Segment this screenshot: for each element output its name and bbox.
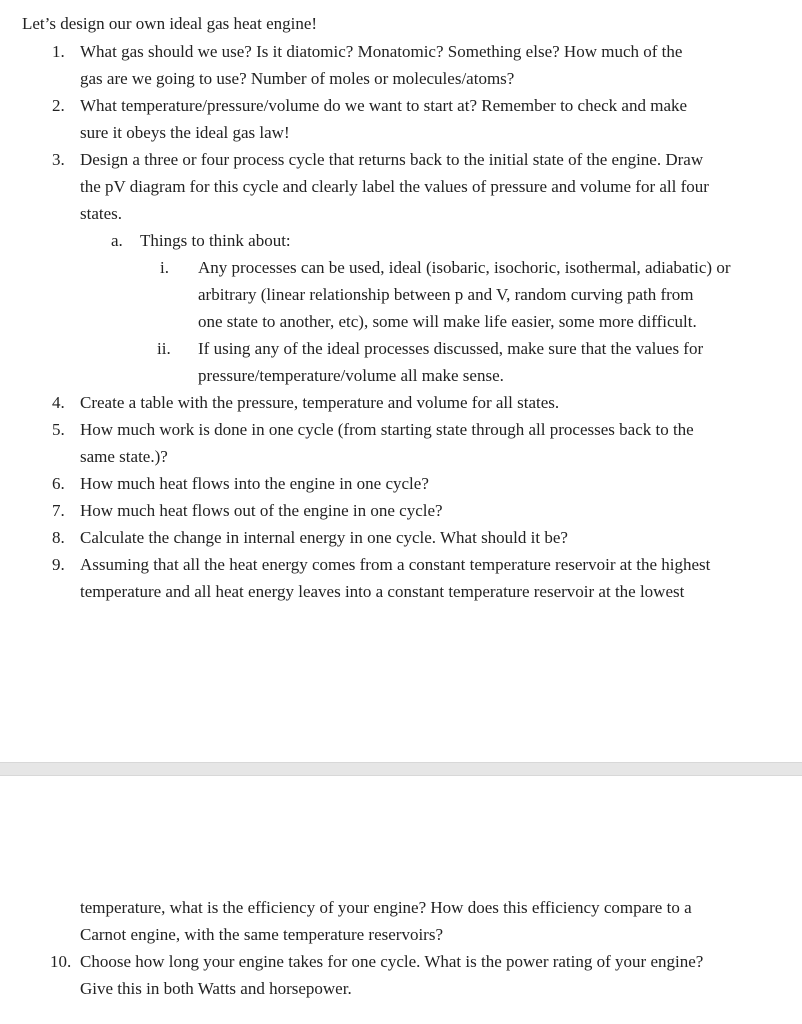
item-3a-i-line-2: arbitrary (linear relationship between p and V, random curving path from [198, 285, 694, 304]
item-6-line-1: How much heat flows into the engine in one cycle? [80, 474, 429, 493]
item-9-number: 9. [52, 555, 65, 574]
item-3a-text: Things to think about: [140, 231, 291, 250]
item-3-line-2: the pV diagram for this cycle and clearly label the values of pressure and volume for all four [80, 177, 709, 196]
item-3a-letter: a. [111, 231, 123, 250]
item-3-number: 3. [52, 150, 65, 169]
item-9-line-3: temperature, what is the efficiency of your engine? How does this efficiency compare to a [80, 898, 692, 917]
page-break [0, 762, 802, 776]
item-5-line-1: How much work is done in one cycle (from starting state through all processes back to the [80, 420, 694, 439]
item-3a-ii-numeral: ii. [157, 339, 171, 358]
item-3a-ii-line-1: If using any of the ideal processes discussed, make sure that the values for [198, 339, 704, 358]
item-9-line-1: Assuming that all the heat energy comes from a constant temperature reservoir at the highest [80, 555, 711, 574]
intro-heading: Let’s design our own ideal gas heat engine! [22, 14, 318, 33]
item-5-number: 5. [52, 420, 65, 439]
document-page-2 [0, 776, 802, 1024]
item-2-number: 2. [52, 96, 65, 115]
item-1-number: 1. [52, 42, 65, 61]
item-2-line-1: What temperature/pressure/volume do we want to start at? Remember to check and make [80, 96, 688, 115]
item-3a-ii-line-2: pressure/temperature/volume all make sense. [198, 366, 504, 385]
item-1-line-1: What gas should we use? Is it diatomic? Monatomic? Something else? How much of the [80, 42, 683, 61]
item-3a-i-numeral: i. [160, 258, 169, 277]
item-9-line-2: temperature and all heat energy leaves into a constant temperature reservoir at the lowest [80, 582, 685, 601]
item-3a-i-line-3: one state to another, etc), some will make life easier, some more difficult. [198, 312, 697, 331]
item-3-line-1: Design a three or four process cycle that returns back to the initial state of the engine. Draw [80, 150, 704, 169]
item-3-line-3: states. [80, 204, 123, 223]
item-5-line-2: same state.)? [80, 447, 168, 466]
item-8-number: 8. [52, 528, 65, 547]
item-6-number: 6. [52, 474, 65, 493]
item-7-line-1: How much heat flows out of the engine in one cycle? [80, 501, 443, 520]
item-8-line-1: Calculate the change in internal energy in one cycle. What should it be? [80, 528, 568, 547]
item-10-line-2: Give this in both Watts and horsepower. [80, 979, 352, 998]
item-4-number: 4. [52, 393, 65, 412]
item-9-line-4: Carnot engine, with the same temperature reservoirs? [80, 925, 444, 944]
item-2-line-2: sure it obeys the ideal gas law! [80, 123, 290, 142]
item-4-line-1: Create a table with the pressure, temperature and volume for all states. [80, 393, 560, 412]
item-10-number: 10. [50, 952, 72, 971]
item-3a-i-line-1: Any processes can be used, ideal (isobaric, isochoric, isothermal, adiabatic) or [198, 258, 731, 277]
item-1-line-2: gas are we going to use? Number of moles or molecules/atoms? [80, 69, 515, 88]
item-10-line-1: Choose how long your engine takes for one cycle. What is the power rating of your engine? [80, 952, 704, 971]
item-7-number: 7. [52, 501, 65, 520]
